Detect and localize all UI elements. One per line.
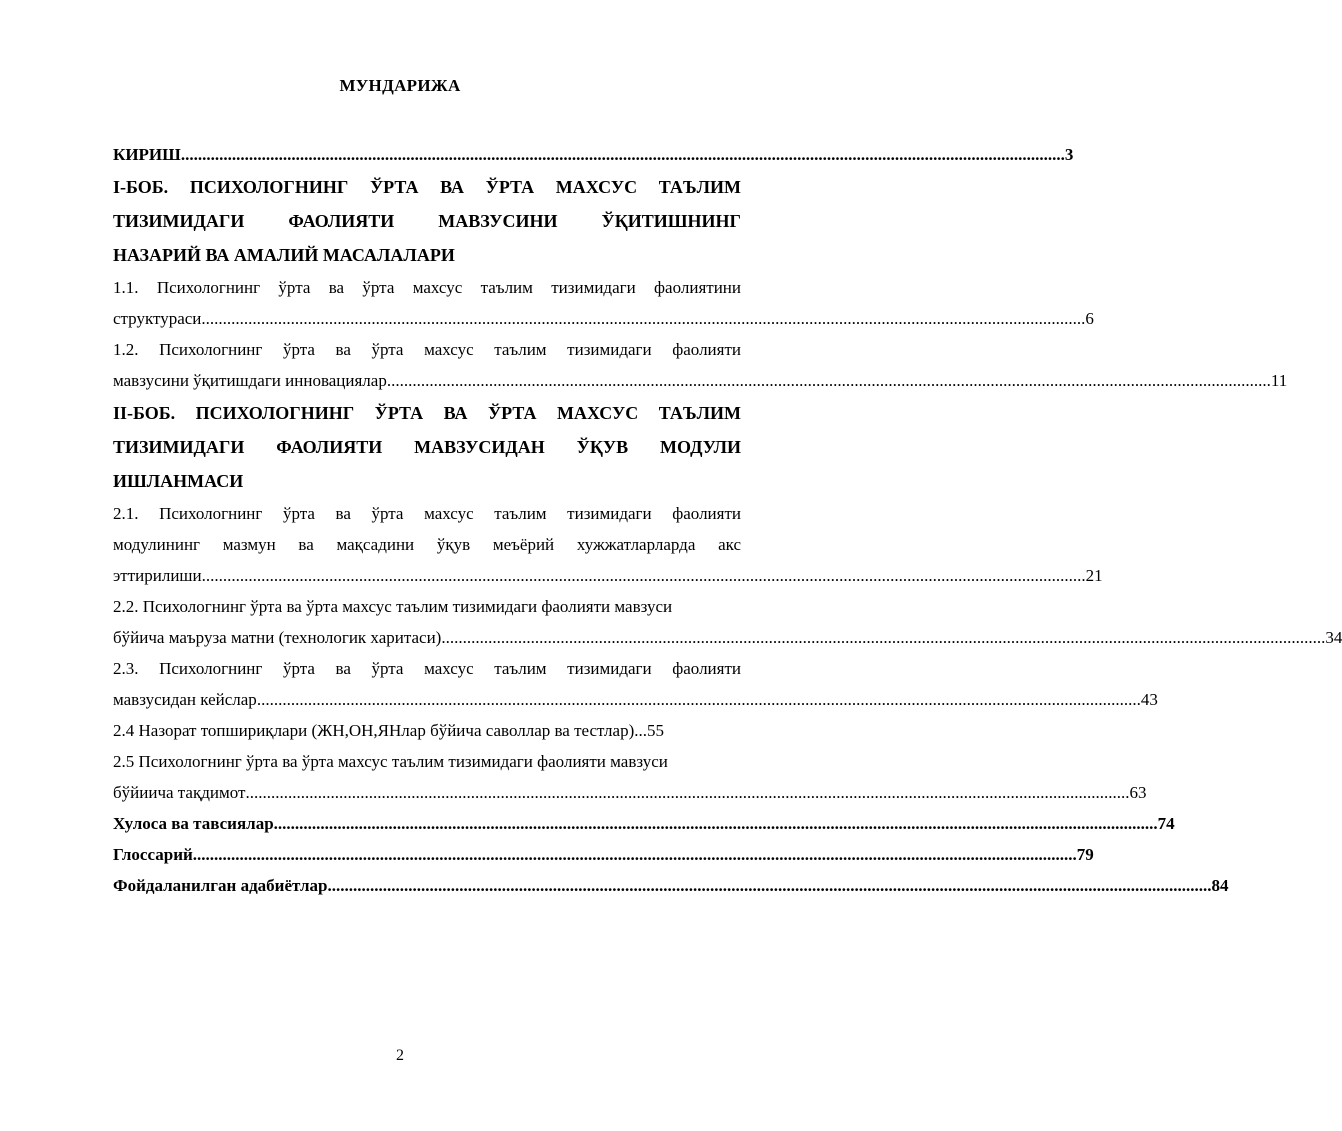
toc-entry-1-2[interactable] (113, 334, 1288, 396)
toc-entry-label: 2.4 Назорат топшириқлари (ЖН,ОН,ЯНлар бўйича саволлар ва тестлар) (113, 721, 635, 740)
toc-entry-line (113, 591, 741, 622)
toc-entry-line (113, 303, 1094, 334)
toc-entry-line (113, 684, 1158, 715)
toc-entry-1-1[interactable] (113, 272, 1094, 334)
toc-chapter-2[interactable] (113, 396, 741, 498)
chapter-heading-line: ТИЗИМИДАГИ ФАОЛИЯТИ МАВЗУСИДАН ЎҚУВ МОДУЛИ (113, 437, 741, 457)
toc-entry-references[interactable] (113, 870, 1229, 901)
toc-entry-label: КИРИШ (113, 145, 181, 164)
toc-page-number: 79 (1076, 845, 1094, 864)
table-of-contents (113, 139, 1342, 901)
toc-entry-2-4[interactable] (113, 715, 741, 746)
toc-page-number: 3 (1064, 145, 1074, 164)
dot-leader: ................................................................................................................................................................................................................ (256, 690, 1141, 709)
dot-leader: ................................................................................................................................................................................................................ (201, 309, 1086, 328)
toc-entry-line: 2.3. Психологнинг ўрта ва ўрта махсус таълим тизимидаги фаолияти (113, 659, 741, 678)
chapter-heading-line: I-БОБ. ПСИХОЛОГНИНГ ЎРТА ВА ЎРТА МАХСУС ТАЪЛИМ (113, 177, 741, 197)
toc-page-number: 84 (1211, 876, 1229, 895)
toc-page-number: 6 (1085, 309, 1094, 328)
toc-entry-label: бўйиича тақдимот (113, 783, 246, 802)
toc-page-number: 63 (1129, 783, 1147, 802)
toc-entry-line (113, 560, 1103, 591)
toc-chapter-1[interactable] (113, 170, 741, 272)
toc-page-number: 21 (1085, 566, 1103, 585)
toc-entry-intro[interactable] (113, 139, 1074, 170)
chapter-heading-line: ИШЛАНМАСИ (113, 471, 244, 491)
dot-leader: ................................................................................................................................................................................................................ (245, 783, 1130, 802)
toc-entry-label: 2.2. Психологнинг ўрта ва ўрта махсус таълим тизимидаги фаолияти мавзуси (113, 597, 673, 616)
toc-entry-2-5[interactable] (113, 746, 1147, 808)
toc-entry-glossary[interactable] (113, 839, 1094, 870)
page-title: МУНДАРИЖА (339, 76, 461, 95)
toc-page-number: 43 (1140, 690, 1158, 709)
toc-entry-label: 2.5 Психологнинг ўрта ва ўрта махсус таълим тизимидаги фаолияти мавзуси (113, 752, 668, 771)
toc-entry-label: эттирилиши (113, 566, 202, 585)
page-number: 2 (396, 1047, 404, 1064)
toc-entry-label: структураси (113, 309, 202, 328)
dot-leader: ................................................................................................................................................................................................................ (201, 566, 1086, 585)
toc-entry-line: модулининг мазмун ва мақсадини ўқув меъёрий хужжатларларда акс (113, 535, 741, 554)
toc-entry-label: Хулоса ва тавсиялар (113, 814, 274, 833)
toc-entry-label: Фойдаланилган адабиётлар (113, 876, 328, 895)
chapter-heading-line: II-БОБ. ПСИХОЛОГНИНГ ЎРТА ВА ЎРТА МАХСУС ТАЪЛИМ (113, 403, 741, 423)
toc-entry-line: 1.1. Психологнинг ўрта ва ўрта махсус таълим тизимидаги фаолиятини (113, 278, 741, 297)
toc-entry-2-1[interactable] (113, 498, 1103, 591)
chapter-heading-line: НАЗАРИЙ ВА АМАЛИЙ МАСАЛАЛАРИ (113, 245, 455, 265)
toc-entry-line (113, 365, 1288, 396)
toc-entry-label: Глоссарий (113, 845, 193, 864)
dot-leader: ................................................................................................................................................................................................................ (386, 371, 1271, 390)
dot-leader: ................................................................................................................................................................................................................ (441, 628, 1326, 647)
toc-entry-line: 2.1. Психологнинг ўрта ва ўрта махсус таълим тизимидаги фаолияти (113, 504, 741, 523)
dot-leader: ................................................................................................................................................................................................................ (327, 876, 1212, 895)
dot-leader: ................................................................................................................................................................................................................ (192, 845, 1077, 864)
toc-entry-line (113, 622, 1342, 653)
toc-entry-label: мавзусини ўқитишдаги инновациялар (113, 371, 387, 390)
toc-entry-line (113, 746, 741, 777)
toc-page-number: 34 (1325, 628, 1342, 647)
toc-page-number: 74 (1157, 814, 1175, 833)
toc-entry-label: мавзусидан кейслар (113, 690, 257, 709)
chapter-heading-line: ТИЗИМИДАГИ ФАОЛИЯТИ МАВЗУСИНИ ЎҚИТИШНИНГ (113, 211, 741, 231)
dot-leader: ................................................................................................................................................................................................................ (273, 814, 1158, 833)
toc-page-number: 11 (1270, 371, 1288, 390)
toc-entry-line (113, 777, 1147, 808)
toc-entry-2-2[interactable] (113, 591, 1342, 653)
toc-entry-conclusion[interactable] (113, 808, 1175, 839)
dot-leader: ... (634, 721, 647, 740)
toc-page-number: 55 (647, 721, 664, 740)
toc-entry-2-3[interactable] (113, 653, 1158, 715)
toc-entry-line: 1.2. Психологнинг ўрта ва ўрта махсус таълим тизимидаги фаолияти (113, 340, 741, 359)
dot-leader: ................................................................................................................................................................................................................ (180, 145, 1065, 164)
toc-entry-label: бўйича маъруза матни (технологик харитаси) (113, 628, 442, 647)
